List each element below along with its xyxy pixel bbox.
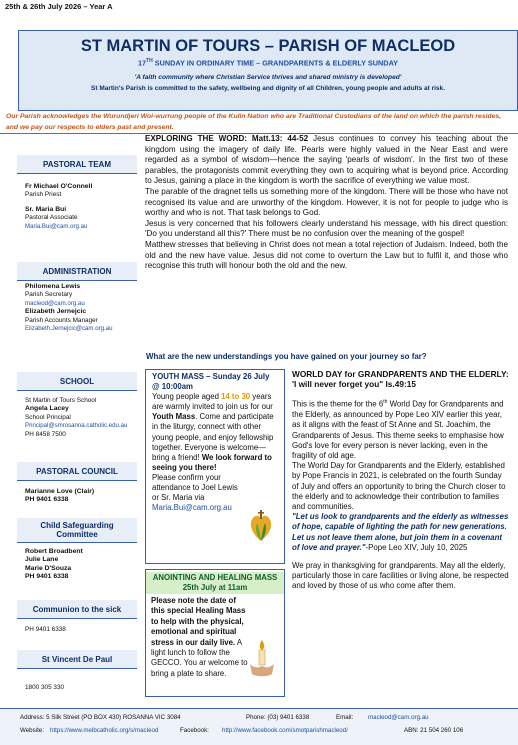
svdp-block: 1800 305 330 <box>25 684 65 691</box>
world-day-title: WORLD DAY for GRANDPARENTS AND THE ELDERLY: <box>292 369 509 379</box>
anointing-title: ANOINTING AND HEALING MASS 25th July at 11am <box>146 572 284 594</box>
footer-website-link[interactable]: https://www.melbcatholic.org/s/macleod <box>50 727 159 734</box>
parish-motto: 'A faith community where Christian Service thrives and shared ministry is developed' <box>134 74 402 81</box>
pastoral-team-block: Fr Michael O'Connell Parish Priest Sr. Maria Bui Pastoral Associate Maria.Bui@cam.org.au <box>25 183 93 230</box>
communion-sick-block: PH 9401 6338 <box>25 626 66 633</box>
administration-heading: ADMINISTRATION <box>17 262 137 281</box>
footer-website-label: Website: <box>20 727 44 734</box>
school-heading: SCHOOL <box>17 372 137 391</box>
safeguarding-block: Robert Broadbent Julie Lane Marie D'Souza PH 9401 6338 <box>25 548 83 581</box>
maria-email-link[interactable]: Maria.Bui@cam.org.au <box>25 222 88 230</box>
anointing-mass-box: ANOINTING AND HEALING MASS 25th July at 11am Please note the date of this special Healing Mass to help with the physical, emotional and spiritual stress in our daily live. A light lunch to follow the GECCO. You ar welcome to bring a plate to share. <box>145 569 285 697</box>
youth-mass-title: YOUTH MASS – Sunday 26 July @ 10:00am <box>152 372 270 392</box>
bulletin-date: 25th & 26th July 2026 – Year A <box>5 2 113 11</box>
pastoral-council-heading: PASTORAL COUNCIL <box>17 462 137 481</box>
candle-hands-icon <box>248 638 276 678</box>
footer-address: Address: 5 Silk Street (PO BOX 430) ROSANNA VIC 3084 <box>20 714 181 721</box>
youth-email-link[interactable]: Maria.Bui@cam.org.au <box>152 503 232 513</box>
footer <box>0 708 518 745</box>
svdp-heading: St Vincent De Paul <box>17 650 137 669</box>
administration-block: Philomena Lewis Parish Secretary macleod@cam.org.au Elizabeth Jernejcic Parish Accounts Manager Elizabeth.Jernejcic@cam.org.au <box>25 283 113 333</box>
accounts-email-link[interactable]: Elizabeth.Jernejcic@cam.org.au <box>25 325 113 333</box>
communion-sick-heading: Communion to the sick <box>17 600 137 619</box>
footer-facebook-link[interactable]: http://www.facebook.com/smotparishmacleod/ <box>222 727 348 734</box>
school-block: St Martin of Tours School Angela Lacey School Principal Principal@smrosanna.catholic.edu.au PH 8458 7500 <box>25 397 128 438</box>
sunday-subtitle: 17TH SUNDAY IN ORDINARY TIME – GRANDPARENTS & ELDERLY SUNDAY <box>137 58 399 68</box>
safeguarding-commitment: St Martin's Parish is committed to the safety, wellbeing and dignity of all Children, young people and adults at risk. <box>91 85 445 92</box>
footer-facebook-label: Facebook: <box>180 727 209 734</box>
footer-email-link[interactable]: macleod@cam.org.au <box>368 714 429 721</box>
youth-mass-text: Young people aged 14 to 30 years are warmly invited to join us for our Youth Mass. Come and participate in the liturgy, connect with other young people, and enjoy fellowship together. Everyone is welcome—bring a friend! We look forward to seeing you there! <box>152 392 274 472</box>
footer-abn: ABN: 21 504 260 106 <box>404 727 464 734</box>
footer-email-label: Email: <box>336 714 354 721</box>
youth-mass-box: YOUTH MASS – Sunday 26 July @ 10:00am Young people aged 14 to 30 years are warmly invited to join us for our Youth Mass. Come and participate in the liturgy, connect with other young people, and enjoy fellowship together. Everyone is welcome—bring a friend! We look forward to seeing you there! Please confirm your attendance to Joel Lewis or Sr. Maria via Maria.Bui@cam.org.au <box>145 369 285 564</box>
pastoral-team-heading: PASTORAL TEAM <box>17 155 137 174</box>
footer-phone: Phone: (03) 9401 6338 <box>246 714 310 721</box>
world-day-grandparents: WORLD DAY for GRANDPARENTS AND THE ELDERLY: 'I will never forget you" Is.49:15 This is the theme for the 6th World Day for Grandparents and the Elderly, as announced by Pope Leo XIV earlier this year, as it aligns with the feast of St Anne and St. Joachim, the Grandparents of Jesus. This theme seeks to emphasise how God's love for every person is never lacking, even in the fragility of old age. The World Day for Grandparents and the Elderly, established by Pope Francis in 2021, is celebrated on the fourth Sunday of July and offers an opportunity to bring the Church closer to the elderly and to acknowledge their contribution to families and communities. "Let us look to grandparents and the elderly as witnesses of hope, capable of lighting the path for new generations. Let us not leave them alone, but join them in a covenant of love and prayer."-Pope Leo XIV, July 10, 2025 We pray in thanksgiving for grandparents. May all the elderly, particularly those in care facilities or living alone, be respected and loved by those of us who come after them. <box>292 369 509 591</box>
exploring-the-word: EXPLORING THE WORD: Matt.13: 44-52 Jesus continues to convey his teaching about the kingdom using the imagery of daily life. Pearls were highly valued in the Near East and were regarded as a symbol of wisdom—hence the saying 'pearls of wisdom'. In the first two of these parables, the protagonists commit everything they own to acquiring what is beyond price. According to Jesus, gaining a place in the kingdom is worth the sacrifice of everything we value most. The parable of the dragnet tells us something more of the kingdom. There will be those who have not recognised its value and are unworthy of the kingdom. However, it is not for people to judge who is worthy and who is not. That task belongs to God. Jesus is very concerned that his followers clearly understand his message, with his direct question: 'Do you understand all this?' There must be no confusion over the meaning of the gospel! Matthew stresses that believing in Christ does not mean a total rejection of Judaism. Indeed, both the old and the new have value. Jesus did not come to overturn the Law but to fulfil it, and those who recognise this truth will honour both the old and the new. <box>145 134 508 271</box>
parish-email-link[interactable]: macleod@cam.org.au <box>25 299 85 307</box>
pastoral-council-block: Marianne Love (Clair) PH 9401 6338 <box>25 488 95 504</box>
principal-email-link[interactable]: Principal@smrosanna.catholic.edu.au <box>25 422 128 430</box>
heart-cross-icon <box>248 508 274 544</box>
world-day-theme: 'I will never forget you" Is.49:15 <box>292 379 416 390</box>
parish-title: ST MARTIN OF TOURS – PARISH OF MACLEOD <box>80 37 456 55</box>
acknowledgement-of-country: Our Parish acknowledges the Wurundjeri Woi-wurrung people of the Kulin Nation who are Traditional Custodians of the land on which the parish resides, and we pay our respects to elders past and present. <box>6 113 502 131</box>
reflection-question: What are the new understandings you have gained on your journey so far? <box>146 352 427 361</box>
safeguarding-heading: Child Safeguarding Committee <box>17 518 137 543</box>
masthead <box>18 30 518 111</box>
